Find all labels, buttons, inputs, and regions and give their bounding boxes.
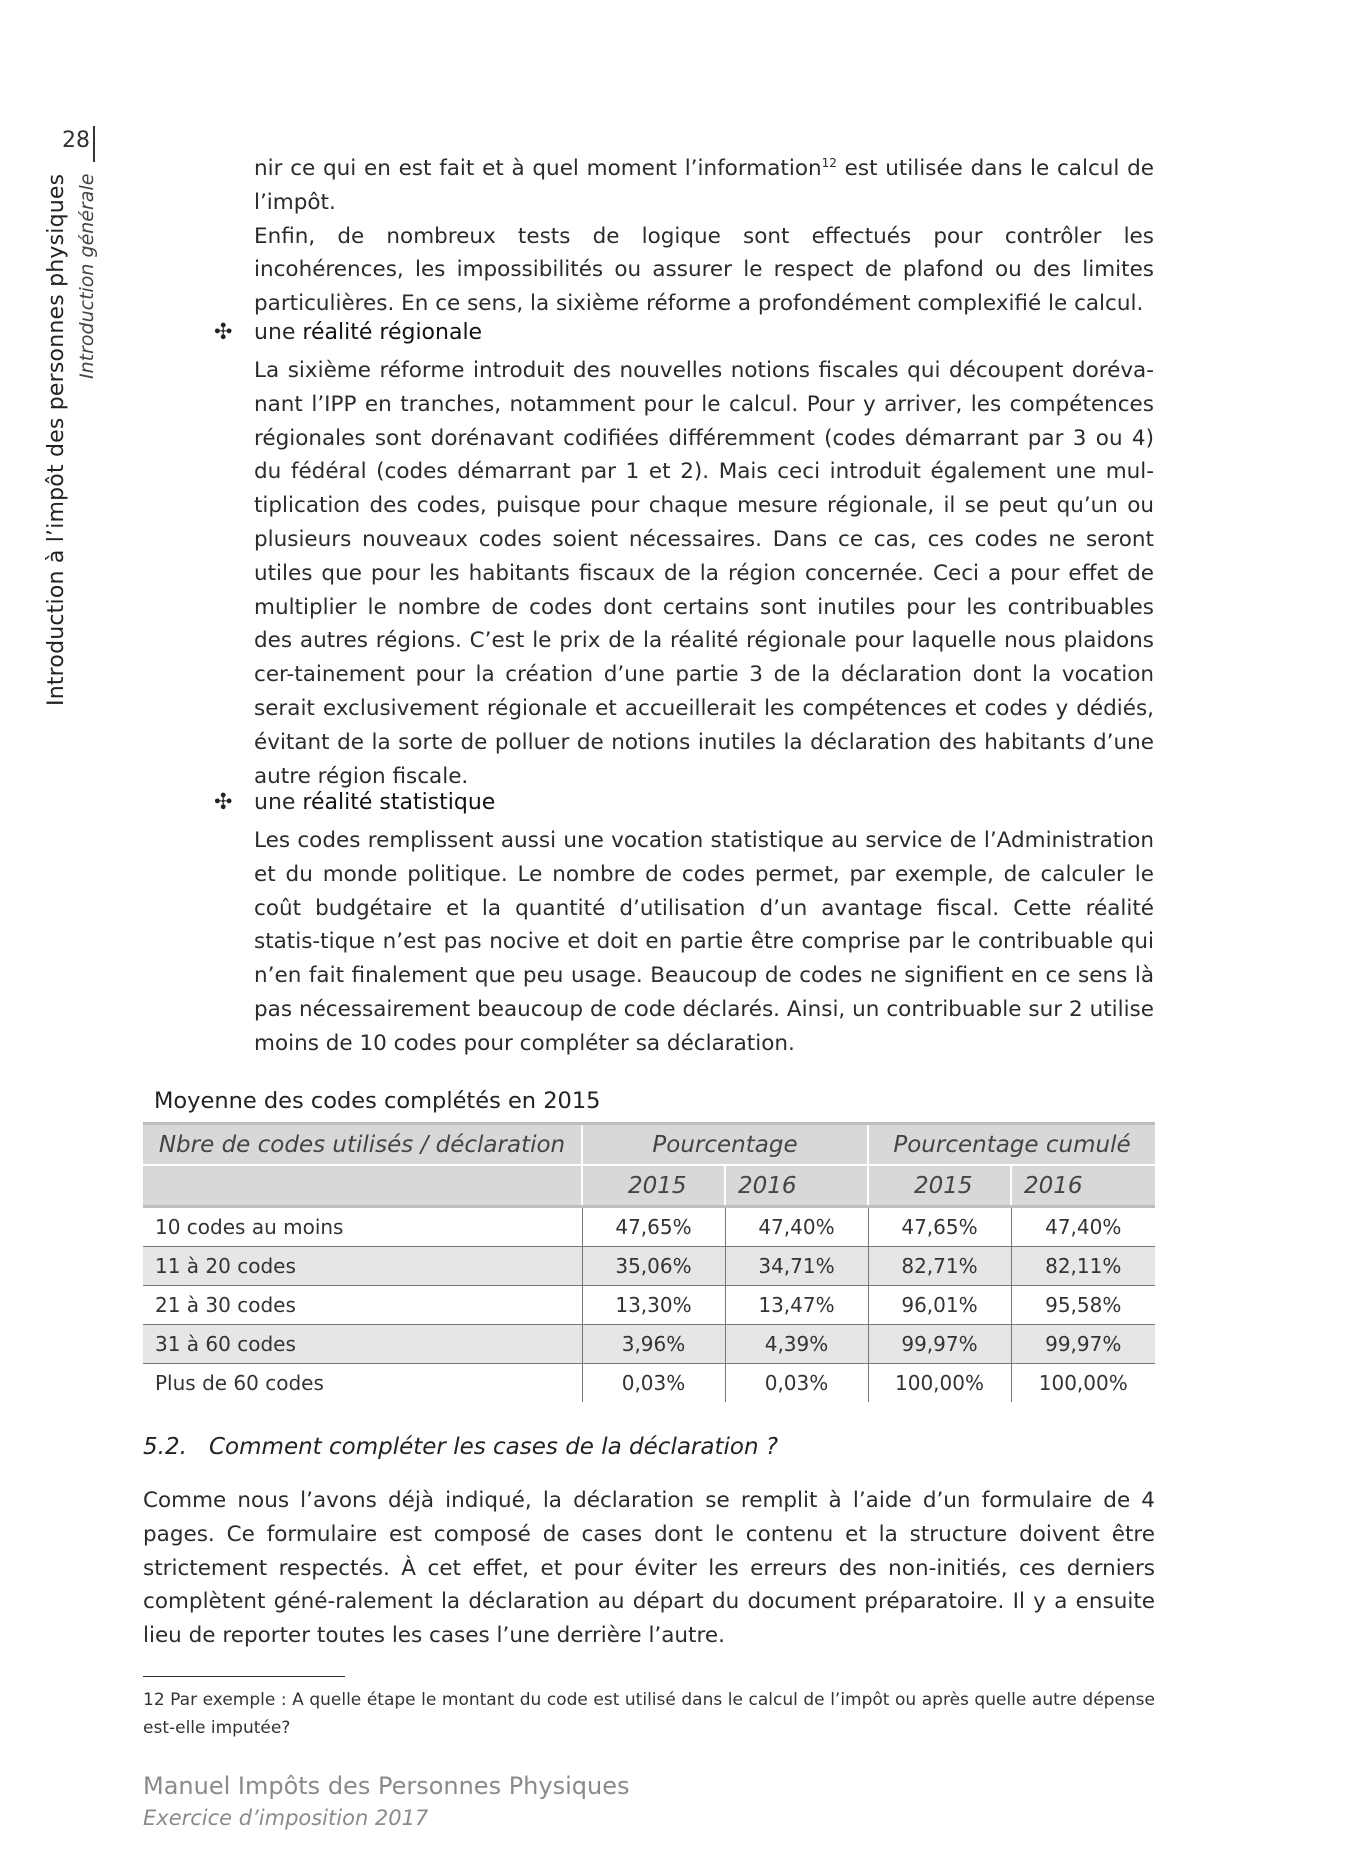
cell-value: 0,03%: [725, 1364, 868, 1403]
row-label: 10 codes au moins: [143, 1207, 582, 1247]
bullet-heading-statistical: [254, 790, 495, 815]
table-row: [143, 1286, 1155, 1325]
row-label: 11 à 20 codes: [143, 1247, 582, 1286]
bullet-emphasis: réalité statistique: [302, 790, 496, 815]
cell-value: 47,65%: [582, 1207, 725, 1247]
footnote-ref: 12: [821, 155, 837, 170]
cell-value: 34,71%: [725, 1247, 868, 1286]
cell-value: 96,01%: [868, 1286, 1011, 1325]
column-header-percentage: Pourcentage: [582, 1124, 868, 1166]
column-header-codes-count: Nbre de codes utilisés / déclaration: [143, 1124, 582, 1166]
cell-value: 47,65%: [868, 1207, 1011, 1247]
table-caption: Moyenne des codes complétés en 2015: [154, 1088, 601, 1114]
table-row: [143, 1325, 1155, 1364]
table-header-row: [143, 1124, 1155, 1166]
cell-value: 100,00%: [868, 1364, 1011, 1403]
cell-value: 0,03%: [582, 1364, 725, 1403]
section-title: Comment compléter les cases de la déclaration ?: [209, 1434, 779, 1460]
footer-subtitle: Exercice d’imposition 2017: [143, 1806, 429, 1830]
bullet-prefix: une: [254, 320, 303, 345]
bullet-heading-regional: [254, 320, 482, 345]
row-label: 21 à 30 codes: [143, 1286, 582, 1325]
section-heading: [143, 1434, 778, 1460]
table-row: [143, 1364, 1155, 1403]
cell-value: 95,58%: [1011, 1286, 1155, 1325]
year-header: 2015: [582, 1165, 725, 1207]
intro-text-part1: nir ce qui en est fait et à quel moment l’information: [254, 156, 822, 181]
cell-value: 13,30%: [582, 1286, 725, 1325]
cell-value: 35,06%: [582, 1247, 725, 1286]
cell-value: 13,47%: [725, 1286, 868, 1325]
cell-value: 47,40%: [725, 1207, 868, 1247]
page-number: 28: [62, 128, 90, 153]
cell-value: 82,11%: [1011, 1247, 1155, 1286]
year-header: 2016: [725, 1165, 868, 1207]
row-label: Plus de 60 codes: [155, 1371, 324, 1395]
codes-statistics-table: [143, 1122, 1155, 1402]
intro-paragraph: [254, 152, 1154, 321]
table-subheader-row: [143, 1165, 1155, 1207]
footer-title: Manuel Impôts des Personnes Physiques: [143, 1772, 630, 1800]
cell-value: 99,97%: [1011, 1325, 1155, 1364]
bullet-body-statistical: Les codes remplissent aussi une vocation statistique au service de l’Administration et du monde politique. Le nombre de codes permet, par exemple, de calculer le coût budgétaire et la quantité d’utilisation d’un avantage fiscal. Cette réalité statis-tique n’est pas nocive et doit en partie être comprise par le contribuable qui n’en fait finalement que peu usage. Beaucoup de codes ne signifient en ce sens là pas nécessairement beaucoup de code déclarés. Ainsi, un contribuable sur 2 utilise moins de 10 codes pour compléter sa déclaration.: [254, 828, 1154, 1056]
row-label: 31 à 60 codes: [143, 1325, 582, 1364]
bullet-emphasis: réalité régionale: [302, 320, 483, 345]
running-header-subtitle: Introduction générale: [76, 174, 98, 380]
footnote-divider: [143, 1676, 345, 1677]
section-number: 5.2.: [143, 1434, 187, 1460]
cell-value: 3,96%: [582, 1325, 725, 1364]
column-header-cumulative: Pourcentage cumulé: [868, 1124, 1155, 1166]
footnote: 12 Par exemple : A quelle étape le montant du code est utilisé dans le calcul de l’impôt ou après quelle autre dépense est-elle imputée?: [143, 1690, 1155, 1738]
cell-value: 99,97%: [868, 1325, 1011, 1364]
intro-text-part2: est utilisée dans le calcul de l’impôt.: [254, 156, 1154, 215]
running-header-title: Introduction à l’impôt des personnes physiques: [44, 174, 69, 707]
bullet-ornament-icon: ✣: [214, 320, 233, 345]
intro-continued-text: [254, 152, 1154, 220]
cell-value: 82,71%: [868, 1247, 1011, 1286]
bullet-prefix: une: [254, 790, 303, 815]
cell-value: 4,39%: [725, 1325, 868, 1364]
cell-value: 100,00%: [1011, 1364, 1155, 1403]
empty-header-cell: [143, 1165, 582, 1207]
cell-value: 47,40%: [1011, 1207, 1155, 1247]
bullet-body-regional: La sixième réforme introduit des nouvelles notions fiscales qui découpent doréva-nant l’IPP en tranches, notamment pour le calcul. Pour y arriver, les compétences régionales sont dorénavant codifiées différemment (codes démarrant par 3 ou 4) du fédéral (codes démarrant par 1 et 2). Mais ceci introduit également une mul-tiplication des codes, puisque pour chaque mesure régionale, il se peut qu’un ou plusieurs nouveaux codes soient nécessaires. Dans ce cas, ces codes ne seront utiles que pour les habitants fiscaux de la région concernée. Ceci a pour effet de multiplier le nombre de codes dont certains sont inutiles pour les contribuables des autres régions. C’est le prix de la réalité régionale pour laquelle nous plaidons cer-tainement pour la création d’une partie 3 de la déclaration dont la vocation serait exclusivement régionale et accueillerait les compétences et codes y dédiés, évitant de la sorte de polluer de notions inutiles la déclaration des habitants d’une autre région fiscale.: [254, 358, 1154, 789]
bullet-ornament-icon: ✣: [214, 790, 233, 815]
table-row: [143, 1247, 1155, 1286]
page-number-divider: [93, 126, 95, 162]
section-paragraph: Comme nous l’avons déjà indiqué, la déclaration se remplit à l’aide d’un formulaire de 4 pages. Ce formulaire est composé de cases dont le contenu et la structure doivent être strictement respectés. À cet effet, et pour éviter les erreurs des non-initiés, ces derniers complètent géné-ralement la déclaration au départ du document préparatoire. Il y a ensuite lieu de reporter toutes les cases l’une derrière l’autre.: [143, 1488, 1155, 1649]
intro-logic-tests-text: Enfin, de nombreux tests de logique sont effectués pour contrôler les incohérences, les impossibilités ou assurer le respect de plafond ou des limites particulières. En ce sens, la sixième réforme a profondément complexifié le calcul.: [254, 223, 1154, 317]
year-header: 2016: [1011, 1165, 1155, 1207]
table-row: [143, 1207, 1155, 1247]
year-header: 2015: [868, 1165, 1011, 1207]
